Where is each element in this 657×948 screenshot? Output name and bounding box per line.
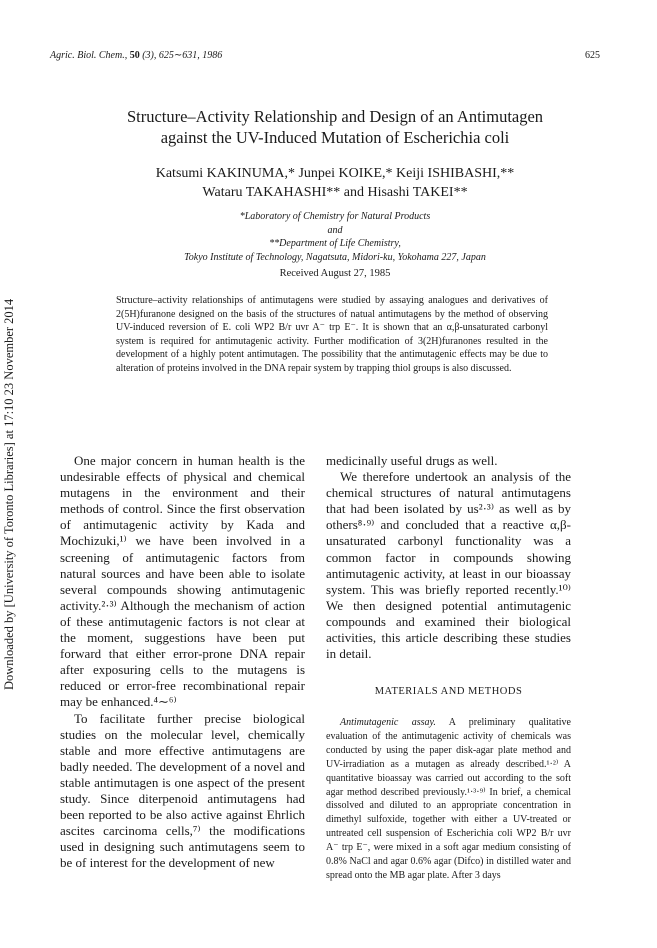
download-watermark-text: Downloaded by [University of Toronto Libraries] at 17:10 23 November 2014 [2,298,16,690]
section-heading: MATERIALS AND METHODS [374,686,523,697]
authors-line-2: Wataru TAKAHASHI** and Hisashi TAKEI** [202,185,468,200]
abstract: Structure–activity relationships of antimutagens were studied by assaying analogues and derivatives of 2(5H)furanone designed on the basis of the structures of natual antimutagens by the method of observing UV-induced reversion of E. coli WP2 B/r uvr A⁻ trp E⁻. It is shown that an α,β-unsaturated carbonyl system is required for antimutagenic activity. Further modification of 3(2H)furanones resulted in the development of a highly potent antimutagen. The possibility that the antimutagenic effects may be due to alteration of proteins involved in the DNA repair system by trapping thiol groups is also discussed. [116,295,548,374]
body-paragraph: medicinally useful drugs as well. [326,453,498,468]
journal-volume: 50 [129,50,140,61]
methods-text: A preliminary qualitative evaluation of the antimutagenic activity of chemicals was conducted by using the paper disk-agar plate method and UV-irradiation as a mutagen as already described.¹·²⁾ A quantitative bioassay was carried out according to the soft agar method described previously.¹·³·⁹⁾ In brief, a chemical dissolved and diluted to an appropriate concentration in dimethyl sulfoxide, together with either a UV-treated or untreated cell suspension of Escherichia coli WP2 B/r uvr A⁻ trp E⁻, were mixed in a soft agar medium consisting of 0.8% NaCl and agar 0.6% agar (Difco) in distilled water and spread onto the MB agar plate. After 3 days [326,717,571,881]
authors-line-1: Katsumi KAKINUMA,* Junpei KOIKE,* Keiji ISHIBASHI,** [155,166,515,181]
received-date: Received August 27, 1985 [279,268,391,279]
journal-citation [50,50,222,61]
methods-section [326,716,571,883]
author-list [60,164,610,202]
methods-label: Antimutagenic assay. [340,717,436,728]
download-watermark [2,298,24,710]
journal-name: Agric. Biol. Chem., [50,50,128,61]
journal-issue-pages: (3), 625∼631, 1986 [142,50,223,61]
paper-title [60,106,610,148]
title-line-2: against the UV-Induced Mutation of Escherichia coli [160,128,510,147]
affiliation-2: **Department of Life Chemistry, [269,238,401,249]
affiliation-1: *Laboratory of Chemistry for Natural Products [239,211,431,222]
page-number: 625 [585,50,600,61]
methods-paragraph [326,716,571,883]
body-paragraph: To facilitate further precise biological studies on the molecular level, chemically stable and more effective antimutagens are badly needed. The development of a novel and stable antimutagen is one aspect of the present study. Since diterpenoid antimutagens had been reported to be also active against Ehrlich ascites carcinoma cells,⁷⁾ the modifications used in designing such antimutagens seem to be of interest for the development of new [60,710,305,871]
affiliation-3: Tokyo Institute of Technology, Nagatsuta, Midori-ku, Yokohama 227, Japan [184,251,486,263]
body-paragraph: One major concern in human health is the undesirable effects of physical and chemical mutagens in the environment and their methods of control. Since the first observation of antimutagenic activity by Kada and Mochizuki,¹⁾ we have been involved in a screening of antimutagenic factors from natural sources and have been able to isolate several compounds showing antimutagenic activity.²·³⁾ Although the mechanism of action of these antimutagenic factors is not clear at the moment, suggestions have been put forward that either error-prone DNA repair after exposuring cells to the mutagens is reduced or error-free recombinational repair may be enhanced.⁴∼⁶⁾ [60,453,305,710]
body-paragraph: We therefore undertook an analysis of the chemical structures of natural antimutagens that had been isolated by us²·³⁾ as well as by others⁸·⁹⁾ and concluded that a reactive α,β-unsaturated carbonyl functionality was a common factor in compounds showing antimutagenic activity, at least in our bioassay system. This was briefly reported recently.¹⁰⁾ We then designed potential antimutagenic compounds and examined their biological activities, this article describing these studies in detail. [326,469,571,662]
body-column-right [326,453,571,662]
affiliations [60,210,610,264]
body-column-left [60,453,305,871]
title-line-1: Structure–Activity Relationship and Design of an Antimutagen [126,107,544,126]
affiliation-and: and [327,224,343,236]
